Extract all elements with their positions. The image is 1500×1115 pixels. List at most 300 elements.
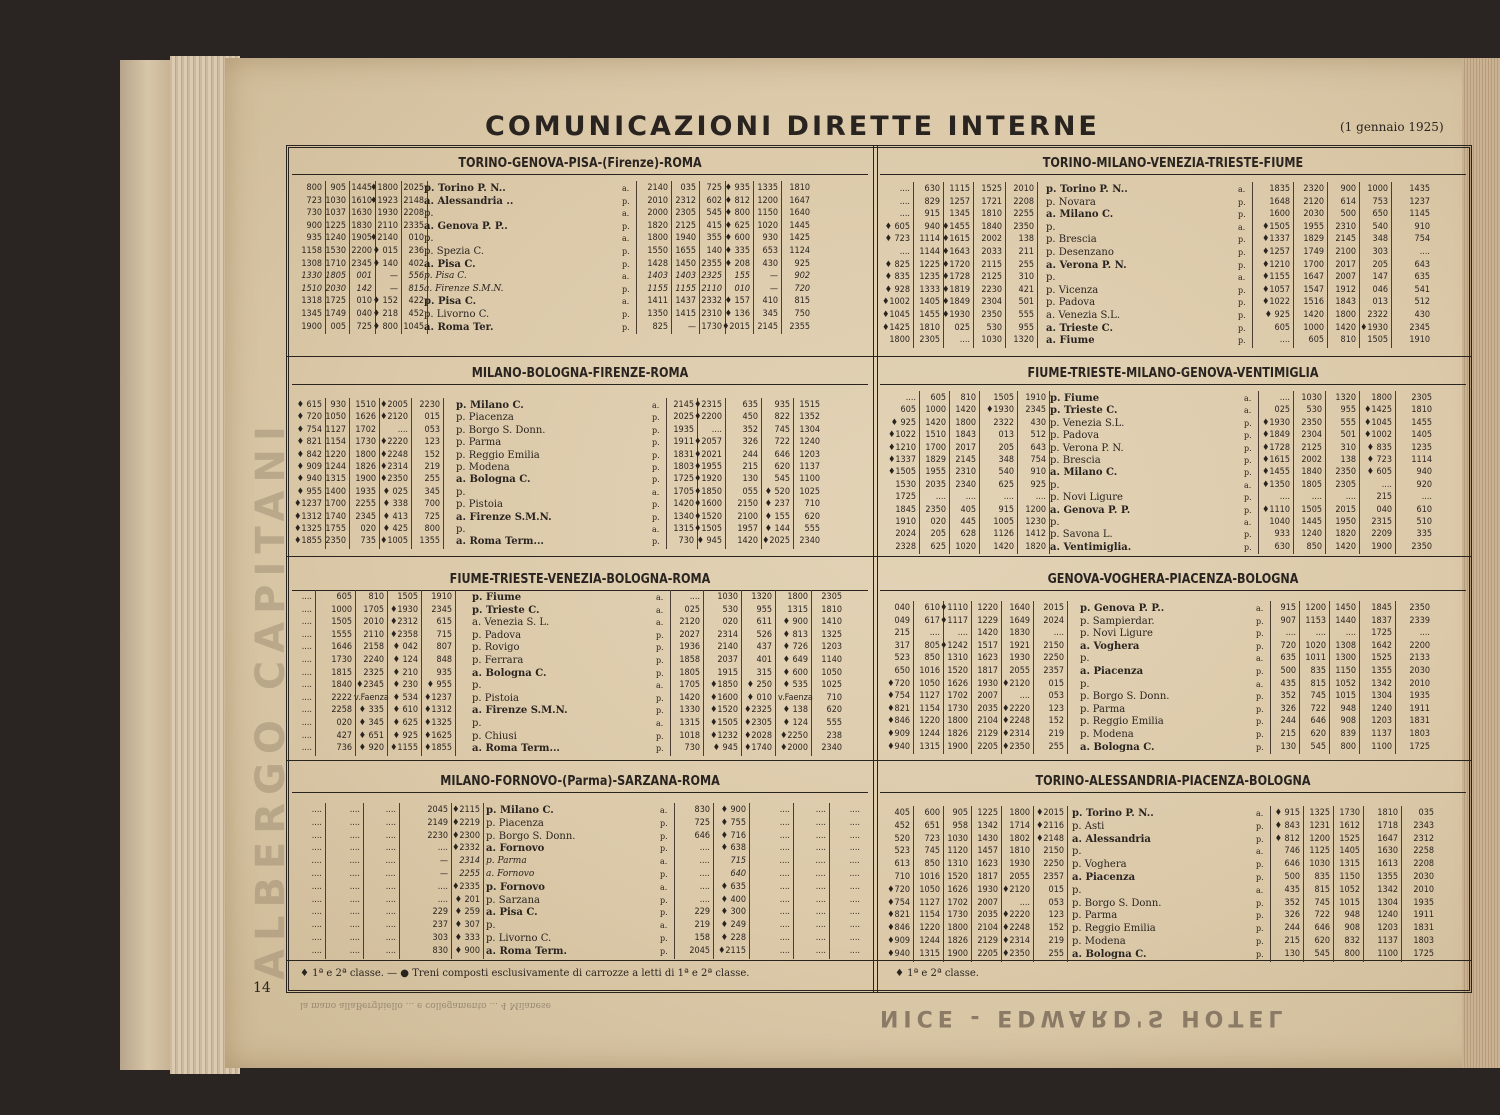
return-time-cell: ♦ 813 xyxy=(782,629,808,640)
departure-time-cell: .... xyxy=(311,843,322,854)
departure-time-cell: ♦ 928 xyxy=(884,284,910,295)
station-name: p. xyxy=(1050,479,1060,491)
return-time-cell: 435 xyxy=(1280,678,1296,689)
arrival-departure-flag: p. xyxy=(652,537,660,547)
departure-time-cell: 053 xyxy=(1048,897,1064,908)
departure-time-cell: ♦ 625 xyxy=(392,718,418,728)
return-time-cell: ♦1740 xyxy=(744,743,772,754)
return-time-cell: 2339 xyxy=(1409,615,1430,626)
arrival-departure-flag: p. xyxy=(652,450,660,460)
bleed-through-text: ALBERGO CAPITANI xyxy=(248,418,294,980)
return-time-cell: 653 xyxy=(762,246,778,256)
return-time-cell: 2030 xyxy=(1409,666,1430,676)
return-time-cell: 2325 xyxy=(701,271,722,282)
departure-time-cell: ♦1155 xyxy=(390,743,418,754)
station-name: a. Bologna C. xyxy=(1072,948,1147,960)
return-time-cell: 238 xyxy=(826,730,842,741)
return-time-cell: 1935 xyxy=(1409,691,1430,702)
departure-time-cell: ♦1855 xyxy=(424,743,452,754)
arrival-departure-flag: a. xyxy=(622,297,630,307)
station-name: p. Pisa C. xyxy=(424,271,467,282)
departure-time-cell: 1315 xyxy=(919,741,940,752)
departure-time-cell: 1900 xyxy=(947,741,968,752)
return-time-cell: 130 xyxy=(1280,741,1296,752)
return-time-cell: 2145 xyxy=(673,400,694,410)
departure-time-cell: 1005 xyxy=(993,517,1014,527)
departure-time-cell: 1730 xyxy=(947,703,968,714)
departure-time-cell: 2104 xyxy=(977,716,998,727)
departure-time-cell: 2322 xyxy=(993,417,1014,428)
return-time-cell: .... xyxy=(1345,628,1356,639)
departure-time-cell: 2305 xyxy=(919,335,940,346)
return-time-cell: 1315 xyxy=(679,718,700,728)
arrival-departure-flag: p. xyxy=(1238,260,1246,270)
return-time-cell: .... xyxy=(779,830,790,841)
station-name: p. Rovigo xyxy=(472,642,520,654)
arrival-departure-flag: p. xyxy=(1238,210,1246,220)
departure-time-cell: 1900 xyxy=(947,948,968,959)
station-name: p. Borgo S. Donn. xyxy=(486,830,576,842)
departure-time-cell: 1800 xyxy=(947,923,968,934)
departure-time-cell: ♦ 900 xyxy=(454,945,480,956)
return-time-cell: 2310 xyxy=(701,309,722,319)
departure-time-cell: ♦ 015 xyxy=(372,246,398,256)
return-time-cell: 630 xyxy=(1274,541,1290,552)
departure-time-cell: 605 xyxy=(930,393,946,403)
departure-time-cell: 850 xyxy=(924,859,940,870)
return-time-cell: 839 xyxy=(1340,729,1356,739)
station-name: a. Pisa C. xyxy=(486,907,538,919)
arrival-departure-flag: p. xyxy=(1256,730,1264,739)
departure-time-cell: 1315 xyxy=(919,948,940,959)
departure-time-cell: 1200 xyxy=(1025,504,1046,515)
return-time-cell: 730 xyxy=(684,743,700,754)
return-time-cell: 1304 xyxy=(1377,897,1398,908)
departure-time-cell: 1220 xyxy=(325,449,346,460)
departure-time-cell: ♦ 723 xyxy=(884,234,910,245)
return-time-cell: 1420 xyxy=(673,499,694,510)
departure-time-cell: 2015 xyxy=(1043,603,1064,613)
return-time-cell: ♦ 237 xyxy=(764,499,790,510)
station-name: p. Asti xyxy=(1072,820,1105,832)
return-time-cell: 1805 xyxy=(679,667,700,678)
departure-time-cell: .... xyxy=(311,881,322,892)
departure-time-cell: .... xyxy=(1019,691,1030,702)
return-time-cell: .... xyxy=(849,869,860,879)
return-time-cell: 1420 xyxy=(737,536,758,547)
return-time-cell: 955 xyxy=(756,604,772,615)
departure-time-cell: ♦2220 xyxy=(1002,703,1030,714)
departure-time-cell: ♦2220 xyxy=(1002,910,1030,921)
return-time-cell: 1405 xyxy=(1339,846,1360,857)
departure-time-cell: ♦ 201 xyxy=(454,894,480,905)
departure-time-cell: .... xyxy=(385,856,396,867)
return-time-cell: 1350 xyxy=(647,309,668,319)
departure-time-cell: 1229 xyxy=(977,615,998,626)
departure-time-cell: 1702 xyxy=(947,897,968,908)
panel-title: TORINO-ALESSANDRIA-PIACENZA-BOLOGNA xyxy=(1035,774,1311,789)
departure-time-cell: 735 xyxy=(360,536,376,547)
return-time-cell: 605 xyxy=(1274,322,1290,333)
return-time-cell: 2125 xyxy=(1301,442,1322,453)
departure-time-cell: 1900 xyxy=(355,474,376,485)
arrival-departure-flag: p. xyxy=(1244,443,1252,453)
departure-time-cell: 935 xyxy=(436,667,452,678)
departure-time-cell: ♦1849 xyxy=(942,297,970,308)
departure-time-cell: ♦ 124 xyxy=(392,655,418,665)
return-time-cell: ♦1930 xyxy=(1360,322,1388,333)
return-time-cell: 545 xyxy=(706,208,722,219)
return-time-cell: 1428 xyxy=(647,258,668,269)
arrival-departure-flag: p. xyxy=(1256,949,1264,959)
return-time-cell: 1203 xyxy=(1371,716,1392,727)
departure-time-cell: .... xyxy=(301,680,312,691)
arrival-departure-flag: p. xyxy=(1238,336,1246,346)
return-time-cell: 2010 xyxy=(1409,678,1430,689)
departure-time-cell: 1714 xyxy=(1009,820,1030,831)
return-time-cell: .... xyxy=(815,830,826,841)
departure-time-cell: .... xyxy=(301,642,312,653)
station-name: p. Livorno C. xyxy=(486,933,552,944)
return-time-cell: 1648 xyxy=(1269,196,1290,207)
return-time-cell: 930 xyxy=(762,233,778,244)
return-time-cell: 1150 xyxy=(757,208,778,219)
return-time-cell: 2140 xyxy=(647,183,668,193)
column-rule xyxy=(1258,391,1259,554)
return-time-cell: 850 xyxy=(1306,541,1322,552)
return-time-cell: 1011 xyxy=(1305,653,1326,664)
departure-time-cell: .... xyxy=(349,843,360,854)
departure-time-cell: 958 xyxy=(952,820,968,831)
return-time-cell: 800 xyxy=(1344,948,1360,959)
return-time-cell: 1355 xyxy=(1377,872,1398,882)
return-time-cell: .... xyxy=(1419,628,1430,639)
departure-time-cell: 1412 xyxy=(1025,529,1046,540)
departure-time-cell: 2035 xyxy=(925,479,946,490)
arrival-departure-flag: p. xyxy=(1256,717,1264,727)
arrival-departure-flag: a. xyxy=(1238,273,1246,283)
arrival-departure-flag: a. xyxy=(1238,185,1246,194)
arrival-departure-flag: p. xyxy=(1238,323,1246,333)
return-time-cell: ♦1022 xyxy=(1262,297,1290,308)
station-name: p. Novi Ligure xyxy=(1050,492,1123,504)
return-time-cell: ♦ 638 xyxy=(720,843,746,854)
departure-time-cell: .... xyxy=(1053,628,1064,639)
station-name: p. Piacenza xyxy=(486,817,544,829)
departure-time-cell: 930 xyxy=(330,400,346,410)
return-time-cell: ♦1425 xyxy=(1364,405,1392,416)
return-time-cell: 2320 xyxy=(1303,184,1324,194)
departure-time-cell: 1333 xyxy=(919,284,940,295)
return-time-cell: 530 xyxy=(722,604,738,615)
departure-time-cell: 910 xyxy=(1030,467,1046,478)
return-time-cell: 2140 xyxy=(717,642,738,653)
departure-time-cell: 025 xyxy=(954,322,970,333)
departure-time-cell: 1020 xyxy=(955,541,976,552)
departure-time-cell: 317 xyxy=(894,640,910,651)
station-name: p. Torino P. N.. xyxy=(1072,808,1154,819)
return-time-cell: .... xyxy=(849,933,860,943)
station-name: p. Reggio Emilia xyxy=(1072,923,1156,935)
return-time-cell: 1450 xyxy=(675,258,696,269)
departure-time-cell: 1730 xyxy=(331,655,352,665)
return-time-cell: 1114 xyxy=(1411,455,1432,465)
return-time-cell: .... xyxy=(779,945,790,956)
return-time-cell: ♦1850 xyxy=(710,680,738,691)
return-time-cell: .... xyxy=(1279,492,1290,503)
station-name: p. xyxy=(424,208,434,220)
departure-time-cell: 1810 xyxy=(1009,846,1030,857)
station-name: a. Voghera xyxy=(1080,640,1140,652)
column-rule xyxy=(674,803,675,959)
departure-time-cell: 1235 xyxy=(919,272,940,283)
departure-time-cell: 1230 xyxy=(1025,517,1046,527)
departure-time-cell: 1830 xyxy=(1009,628,1030,639)
column-rule xyxy=(1401,806,1402,962)
departure-time-cell: ♦1237 xyxy=(424,692,452,703)
return-time-cell: 2100 xyxy=(737,511,758,522)
return-time-cell: .... xyxy=(779,805,790,815)
departure-time-cell: 1225 xyxy=(919,259,940,270)
departure-time-cell: 725 xyxy=(424,511,440,522)
return-time-cell: ♦ 124 xyxy=(782,718,808,728)
return-time-cell: 1805 xyxy=(1301,479,1322,490)
return-time-cell: 1725 xyxy=(1409,741,1430,752)
arrival-departure-flag: p. xyxy=(1238,248,1246,257)
departure-time-cell: ♦1615 xyxy=(942,234,970,245)
departure-time-cell: 1517 xyxy=(977,640,998,651)
return-time-cell: 908 xyxy=(1344,923,1360,934)
departure-time-cell: .... xyxy=(349,881,360,892)
station-name: p. Brescia xyxy=(1050,455,1101,466)
return-time-cell: .... xyxy=(779,907,790,918)
return-time-cell: 1420 xyxy=(1335,322,1356,333)
return-time-cell: 935 xyxy=(774,400,790,410)
return-time-cell: 2007 xyxy=(1335,272,1356,283)
station-name: a. Piacenza xyxy=(1072,872,1136,883)
departure-time-cell: ♦ 210 xyxy=(392,667,418,678)
return-time-cell: .... xyxy=(689,592,700,602)
return-time-cell: 815 xyxy=(1314,884,1330,895)
return-time-cell: .... xyxy=(849,894,860,905)
station-name: a. Venezia S. L. xyxy=(472,617,550,629)
departure-time-cell: ♦ 218 xyxy=(372,309,398,319)
departure-time-cell: .... xyxy=(301,692,312,703)
return-time-cell: .... xyxy=(779,881,790,892)
arrival-departure-flag: a. xyxy=(660,921,668,931)
return-time-cell: 1030 xyxy=(1301,393,1322,403)
return-time-cell: 1900 xyxy=(1371,541,1392,552)
departure-time-cell: 1740 xyxy=(325,511,346,522)
departure-time-cell: ♦2345 xyxy=(356,680,384,691)
departure-time-cell: .... xyxy=(385,907,396,918)
departure-time-cell: 2129 xyxy=(977,936,998,946)
departure-time-cell: ♦2220 xyxy=(380,437,408,448)
return-time-cell: 832 xyxy=(1344,936,1360,946)
return-time-cell: 1858 xyxy=(679,655,700,665)
departure-time-cell: 1445 xyxy=(351,183,372,193)
departure-time-cell: .... xyxy=(311,869,322,879)
return-time-cell: .... xyxy=(1279,335,1290,346)
departure-time-cell: 1520 xyxy=(947,666,968,676)
station-name: p. xyxy=(472,680,482,692)
departure-time-cell: 015 xyxy=(1048,678,1064,689)
return-time-cell: ♦ 335 xyxy=(724,246,750,256)
return-time-cell: ♦1600 xyxy=(710,692,738,703)
return-time-cell: 040 xyxy=(1376,504,1392,515)
return-time-cell: .... xyxy=(849,881,860,892)
departure-time-cell: ♦2116 xyxy=(1036,820,1064,831)
return-time-cell: 2312 xyxy=(675,195,696,206)
return-time-cell: .... xyxy=(815,933,826,943)
departure-time-cell: 1330 xyxy=(301,271,322,282)
return-time-cell: 1630 xyxy=(1377,846,1398,857)
return-time-cell: .... xyxy=(779,894,790,905)
return-time-cell: .... xyxy=(1381,479,1392,490)
return-time-cell: 1100 xyxy=(1371,741,1392,752)
return-time-cell: 1405 xyxy=(1411,430,1432,441)
return-time-cell: 512 xyxy=(1414,297,1430,308)
return-time-cell: 1420 xyxy=(679,692,700,703)
return-time-cell: 640 xyxy=(730,869,746,879)
return-time-cell: 1000 xyxy=(1367,184,1388,194)
return-time-cell: 530 xyxy=(1306,405,1322,416)
departure-time-cell: 020 xyxy=(336,718,352,728)
return-time-cell: 1515 xyxy=(799,400,820,410)
departure-time-cell: .... xyxy=(311,817,322,828)
return-time-cell: ♦2057 xyxy=(694,437,722,448)
return-time-cell: 020 xyxy=(722,617,738,628)
return-time-cell: ♦ 945 xyxy=(696,536,722,547)
departure-time-cell: 523 xyxy=(894,846,910,857)
arrival-departure-flag: a. xyxy=(656,605,664,615)
return-time-cell: 1935 xyxy=(1413,897,1434,908)
departure-time-cell: ♦1425 xyxy=(882,322,910,333)
return-time-cell: ♦1849 xyxy=(1262,430,1290,441)
return-time-cell: 1820 xyxy=(647,220,668,231)
return-time-cell: 1145 xyxy=(1409,209,1430,220)
departure-time-cell: 2115 xyxy=(981,259,1002,270)
departure-time-cell: .... xyxy=(385,817,396,828)
departure-time-cell: 1646 xyxy=(331,642,352,653)
departure-time-cell: 2025 xyxy=(403,183,424,193)
departure-time-cell: 345 xyxy=(424,486,440,497)
departure-time-cell: 1144 xyxy=(919,247,940,257)
station-name: a. Milano C. xyxy=(1050,467,1118,479)
departure-time-cell: 1120 xyxy=(947,846,968,857)
return-time-cell: 646 xyxy=(1314,923,1330,934)
departure-time-cell: 152 xyxy=(1048,923,1064,934)
departure-time-cell: 013 xyxy=(998,430,1014,441)
panel-title: GENOVA-VOGHERA-PIACENZA-BOLOGNA xyxy=(1047,572,1299,587)
station-name: p. Modena xyxy=(1072,936,1126,947)
return-time-cell: 933 xyxy=(1274,529,1290,540)
return-time-cell: 746 xyxy=(1284,846,1300,857)
station-name: a. Genova P. P.. xyxy=(424,220,508,232)
departure-time-cell: 501 xyxy=(1018,297,1034,308)
return-time-cell: 326 xyxy=(742,437,758,448)
return-time-cell: 650 xyxy=(1372,209,1388,220)
footnote-left: ♦ 1ª e 2ª classe. — ● Treni composti esclusivamente di carrozze a letti di 1ª e 2ª classe. xyxy=(300,968,750,979)
departure-time-cell: 800 xyxy=(424,524,440,534)
departure-time-cell: 715 xyxy=(436,629,452,640)
return-time-cell: ♦1350 xyxy=(1262,479,1290,490)
departure-time-cell: ♦1923 xyxy=(370,195,398,206)
departure-time-cell: 005 xyxy=(330,321,346,332)
departure-time-cell: ♦1005 xyxy=(380,536,408,547)
return-time-cell: ♦ 812 xyxy=(724,195,750,206)
departure-time-cell: .... xyxy=(437,843,448,854)
return-time-cell: 1749 xyxy=(1303,247,1324,257)
arrival-departure-flag: a. xyxy=(1256,847,1264,857)
departure-time-cell: ♦720 xyxy=(887,678,910,689)
arrival-departure-flag: p. xyxy=(660,844,668,854)
departure-time-cell: ♦2350 xyxy=(380,474,408,485)
departure-time-cell: 2345 xyxy=(355,511,376,522)
departure-time-cell: 215 xyxy=(894,628,910,639)
station-name: p. Padova xyxy=(472,629,522,641)
departure-time-cell: 2208 xyxy=(1013,196,1034,207)
column-rule xyxy=(1363,806,1364,962)
departure-time-cell: ♦909 xyxy=(887,936,910,946)
departure-time-cell: 1702 xyxy=(355,424,376,435)
departure-time-cell: — xyxy=(439,869,448,879)
return-time-cell: 1957 xyxy=(737,524,758,534)
return-time-cell: .... xyxy=(1345,492,1356,503)
arrival-departure-flag: p. xyxy=(622,259,630,269)
return-time-cell: 1137 xyxy=(1377,936,1398,946)
departure-time-cell: 2148 xyxy=(403,195,424,206)
return-time-cell: 1840 xyxy=(1301,467,1322,478)
return-time-cell: 1829 xyxy=(1303,234,1324,245)
departure-time-cell: 1800 xyxy=(947,716,968,727)
departure-time-cell: 940 xyxy=(924,221,940,232)
departure-time-cell: .... xyxy=(899,184,910,194)
departure-time-cell: 1725 xyxy=(325,296,346,307)
return-time-cell: .... xyxy=(1315,628,1326,639)
departure-time-cell: ♦ 605 xyxy=(884,221,910,232)
departure-time-cell: 1702 xyxy=(947,691,968,702)
departure-time-cell: 805 xyxy=(924,640,940,651)
arrival-departure-flag: p. xyxy=(656,744,664,754)
return-time-cell: 614 xyxy=(1340,196,1356,207)
return-time-cell: 1052 xyxy=(1339,884,1360,895)
return-time-cell: ♦ 520 xyxy=(764,486,790,497)
station-name: p. Modena xyxy=(1080,729,1134,740)
panel-title-rule xyxy=(880,174,1466,175)
departure-time-cell: ♦2120 xyxy=(1002,678,1030,689)
station-name: p. xyxy=(456,524,466,535)
return-time-cell: 2002 xyxy=(1301,455,1322,465)
station-name: p. Parma xyxy=(1080,703,1126,715)
arrival-departure-flag: p. xyxy=(1256,924,1264,934)
departure-time-cell: 2230 xyxy=(981,284,1002,295)
departure-time-cell: 1050 xyxy=(325,412,346,423)
return-time-cell: 822 xyxy=(774,412,790,423)
return-time-cell: 1445 xyxy=(789,220,810,231)
departure-time-cell: 1050 xyxy=(919,678,940,689)
return-time-cell: .... xyxy=(849,907,860,918)
departure-time-cell: 1843 xyxy=(955,430,976,441)
return-time-cell: 2150 xyxy=(737,499,758,510)
departure-time-cell: 123 xyxy=(1048,703,1064,714)
return-time-cell: 2355 xyxy=(789,321,810,332)
departure-time-cell: 2010 xyxy=(363,617,384,628)
departure-time-cell: .... xyxy=(957,628,968,639)
panel-bottom-rule xyxy=(874,556,1472,557)
return-time-cell: 500 xyxy=(1340,209,1356,220)
return-time-cell: 1831 xyxy=(673,449,694,460)
